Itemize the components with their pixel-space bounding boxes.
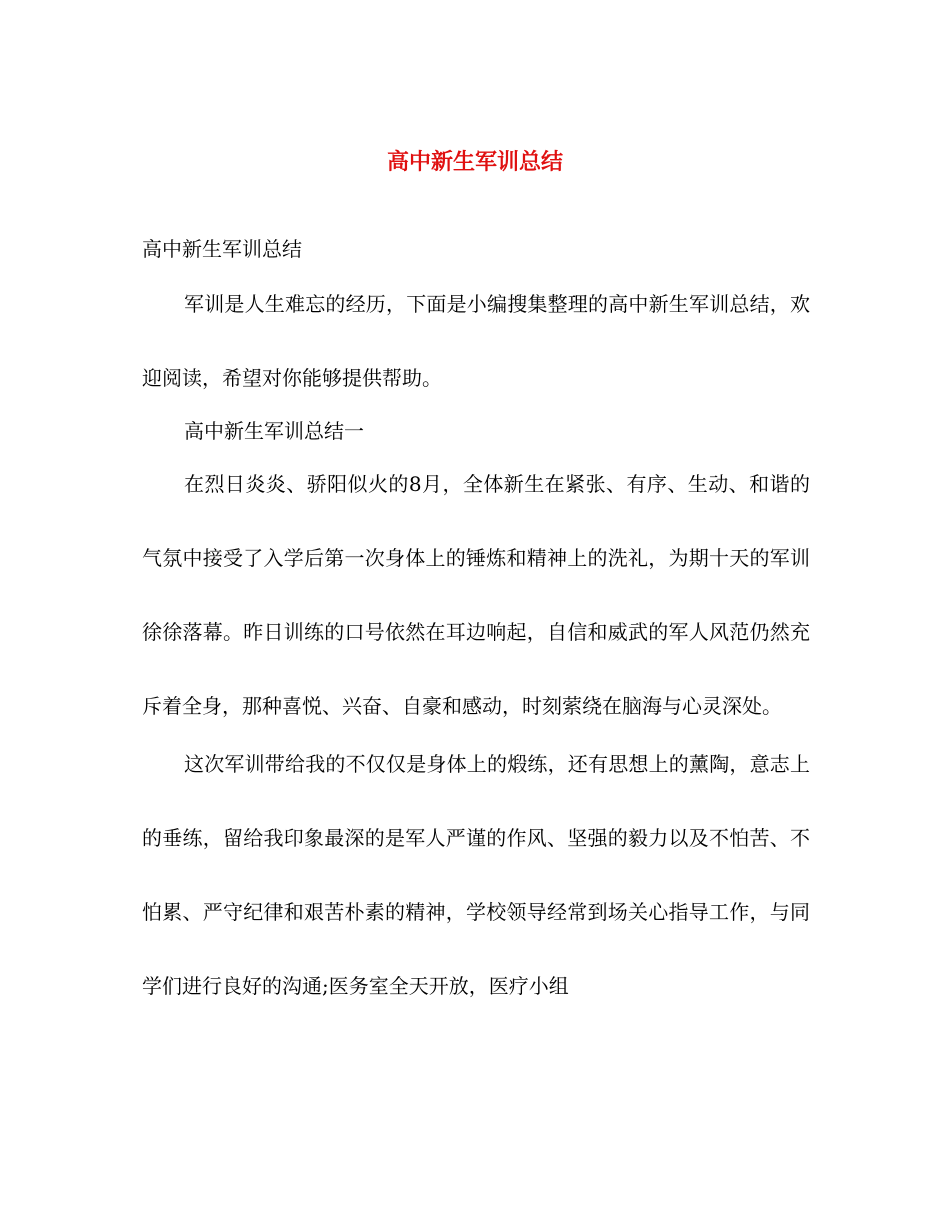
- section-heading: 高中新生军训总结一: [184, 419, 364, 443]
- body-paragraph: 这次军训带给我的不仅仅是身体上的煅练，还有思想上的薰陶，意志上的垂练，留给我印象最深的是军人严谨的作风、坚强的毅力以及不怕苦、不怕累、严守纪律和艰苦朴素的精神，学校领导经常到场关心指导工作，与同学们进行良好的沟通;医务室全天开放，医疗小组: [142, 752, 810, 998]
- document-title: 高中新生军训总结: [386, 149, 563, 175]
- body-paragraph: 在烈日炎炎、骄阳似火的8月，全体新生在紧张、有序、生动、和谐的气氛中接受了入学后第一次身体上的锤炼和精神上的洗礼，为期十天的军训徐徐落幕。昨日训练的口号依然在耳边响起，自信和威武的军人风范仍然充斥着全身，那种喜悦、兴奋、自豪和感动，时刻萦绕在脑海与心灵深处。: [142, 472, 810, 718]
- intro-paragraph: 军训是人生难忘的经历，下面是小编搜集整理的高中新生军训总结，欢迎阅读，希望对你能够提供帮助。: [142, 292, 810, 390]
- subtitle-line: 高中新生军训总结: [142, 237, 302, 261]
- document-body: [142, 228, 810, 1018]
